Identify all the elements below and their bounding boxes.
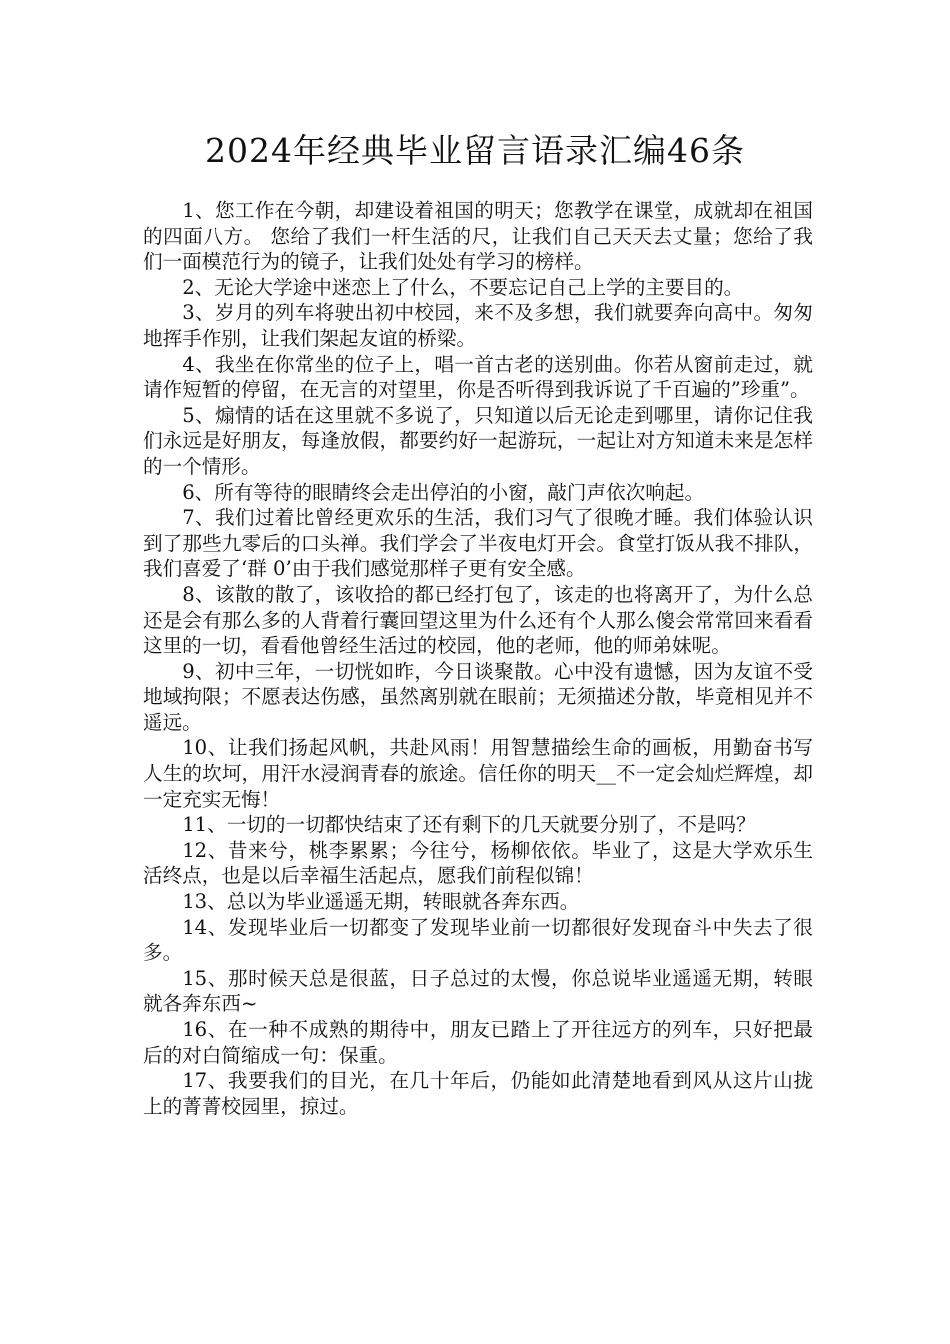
document-body bbox=[143, 198, 813, 1119]
paragraph-7: 7、我们过着比曾经更欢乐的生活，我们习气了很晚才睡。我们体验认识到了那些九零后的口头禅。我们学会了半夜电灯开会。食堂打饭从我不排队，我们喜爱了‘群 0’由于我们感觉那样子更有安全感。 bbox=[143, 506, 813, 581]
paragraph-1: 1、您工作在今朝，却建设着祖国的明天；您教学在课堂，成就却在祖国的四面八方。 您给了我们一杆生活的尺，让我们自己天天去丈量；您给了我们一面模范行为的镜子，让我们处处有学习的榜样。 bbox=[143, 199, 813, 274]
paragraph-2: 2、无论大学途中迷恋上了什么，不要忘记自己上学的主要目的。 bbox=[182, 275, 744, 299]
paragraph-12: 12、昔来兮，桃李累累；今往兮，杨柳依依。毕业了，这是大学欢乐生活终点，也是以后幸福生活起点，愿我们前程似锦！ bbox=[143, 838, 813, 888]
paragraph-11: 11、一切的一切都快结束了还有剩下的几天就要分别了，不是吗？ bbox=[182, 813, 756, 837]
paragraph-15: 15、那时候天总是很蓝，日子总过的太慢，你总说毕业遥遥无期，转眼就各奔东西~ bbox=[143, 966, 813, 1016]
paragraph-9: 9、初中三年，一切恍如昨，今日谈聚散。心中没有遗憾，因为友谊不受地域拘限；不愿表达伤感，虽然离别就在眼前；无须描述分散，毕竟相见并不遥远。 bbox=[143, 659, 813, 734]
paragraph-13: 13、总以为毕业遥遥无期，转眼就各奔东西。 bbox=[182, 890, 580, 914]
paragraph-17: 17、我要我们的目光，在几十年后，仍能如此清楚地看到风从这片山拢上的菁菁校园里，掠过。 bbox=[143, 1069, 813, 1118]
document-title: 2024年经典毕业留言语录汇编46条 bbox=[205, 131, 745, 170]
paragraph-8: 8、该散的散了，该收拾的都已经打包了，该走的也将离开了，为什么总还是会有那么多的人背着行囊回望这里为什么还有个人那么傻会常常回来看看这里的一切，看看他曾经生活过的校园，他的老师，他的师弟妹呢。 bbox=[143, 582, 813, 658]
paragraph-6: 6、所有等待的眼睛终会走出停泊的小窗，敲门声依次响起。 bbox=[182, 480, 705, 504]
paragraph-5: 5、煽情的话在这里就不多说了，只知道以后无论走到哪里，请你记住我们永远是好朋友，每逢放假，都要约好一起游玩，一起让对方知道未来是怎样的一个情形。 bbox=[143, 403, 813, 478]
paragraph-16: 16、在一种不成熟的期待中，朋友已踏上了开往远方的列车，只好把最后的对白简缩成一句：保重。 bbox=[143, 1018, 813, 1067]
paragraph-4: 4、我坐在你常坐的位子上，唱一首古老的送别曲。你若从窗前走过，就请作短暂的停留，在无言的对望里，你是否听得到我诉说了千百遍的”珍重”。 bbox=[143, 352, 813, 402]
paragraph-10: 10、让我们扬起风帆，共赴风雨！用智慧描绘生命的画板，用勤奋书写人生的坎坷，用汗水浸润青春的旅途。信任你的明天__不一定会灿烂辉煌，却一定充实无悔！ bbox=[143, 736, 813, 811]
paragraph-3: 3、岁月的列车将驶出初中校园，来不及多想，我们就要奔向高中。匆匆地挥手作别，让我们架起友谊的桥梁。 bbox=[143, 301, 813, 350]
paragraph-14: 14、发现毕业后一切都变了发现毕业前一切都很好发现奋斗中失去了很多。 bbox=[143, 915, 813, 965]
